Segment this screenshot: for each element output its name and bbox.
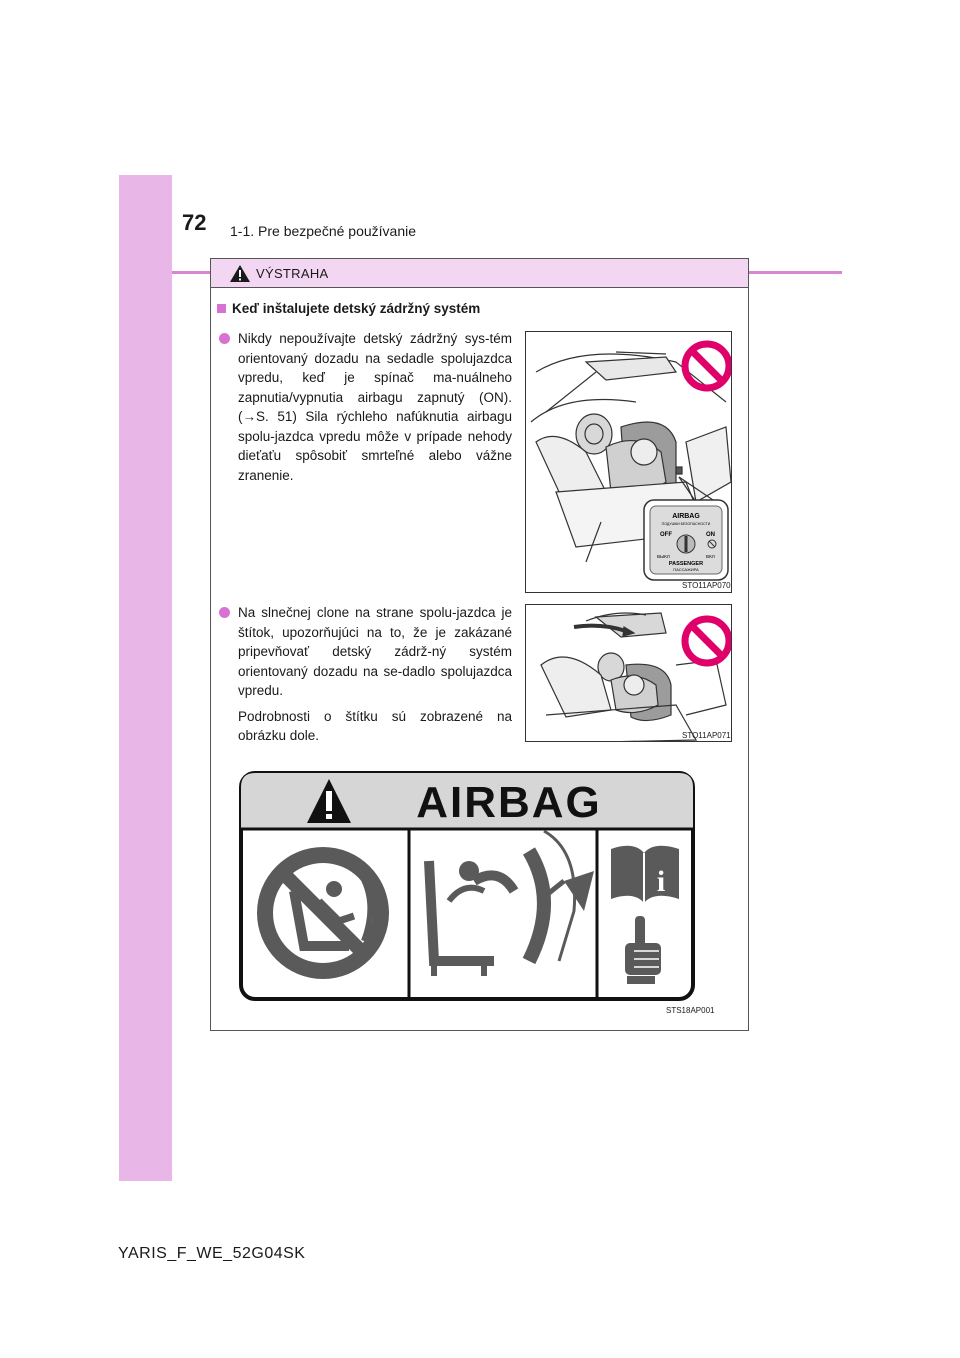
switch-passenger-ru: ПАССАЖИРА	[673, 567, 699, 572]
figure-sun-visor-label	[525, 604, 732, 742]
bullet-2-text: Na slnečnej clone na strane spolu-jazdca je štítok, upozorňujúci na to, že je zakázané pripevňovať detský zádrž-ný systém orientovaný dozadu na se-dadlo spolujazdca vpredu.	[238, 605, 512, 698]
airbag-switch-inset	[644, 500, 728, 580]
document-code: YARIS_F_WE_52G04SK	[118, 1245, 306, 1262]
car-interior-illustration	[526, 332, 732, 593]
airbag-warning-label	[239, 771, 695, 1001]
square-bullet-icon	[217, 304, 226, 313]
switch-passenger: PASSENGER	[668, 561, 704, 567]
page-number: 72	[182, 210, 207, 235]
figure-code: STS18AP001	[666, 1006, 715, 1015]
warning-header	[211, 259, 748, 288]
switch-subtitle: ПОДУШКИ БЕЗОПАСНОСТИ	[661, 522, 711, 526]
figure-rear-facing-seat-switch	[525, 331, 732, 593]
no-rear-facing-seat-icon	[257, 847, 389, 979]
warning-triangle-icon	[229, 264, 251, 283]
label-title: AIRBAG	[416, 778, 602, 827]
bullet-item-2	[213, 603, 512, 746]
switch-off-ru: ВЫКЛ	[657, 554, 670, 559]
warning-subheading: Keď inštalujete detský zádržný systém	[217, 301, 480, 316]
switch-off-label: OFF	[660, 532, 672, 538]
switch-title: AIRBAG	[672, 513, 700, 520]
airbag-label-illustration	[239, 771, 695, 1001]
bullet-1-text: Nikdy nepoužívajte detský zádržný sys-tém orientovaný dozadu na sedadle spolujazdca vpredu, keď je spínač ma-nuálneho zapnutia/vypnutia airbagu zapnutý (ON). (→S. 51) Sila rýchleho nafúknutia airbagu spolu-jazdca vpredu môže v prípade nehody dieťaťu spôsobiť smrteľné alebo vážne zranenie.	[238, 331, 512, 483]
figure-code: STO11AP071	[682, 731, 731, 740]
warning-label: VÝSTRAHA	[256, 266, 329, 281]
bullet-dot-icon	[219, 607, 230, 618]
bullet-dot-icon	[219, 333, 230, 344]
bullet-item-1	[213, 329, 512, 485]
switch-on-ru: ВКЛ	[706, 554, 715, 559]
side-tab-bar	[119, 175, 172, 1181]
switch-on-label: ON	[706, 532, 715, 538]
sun-visor-illustration	[526, 605, 732, 742]
svg-text:i: i	[656, 865, 666, 898]
figure-code: STO11AP070	[682, 581, 731, 590]
section-title: 1-1. Pre bezpečné používanie	[230, 223, 417, 239]
bullet-2-note: Podrobnosti o štítku sú zobrazené na obrázku dole.	[238, 708, 512, 743]
warning-box	[210, 258, 749, 1031]
